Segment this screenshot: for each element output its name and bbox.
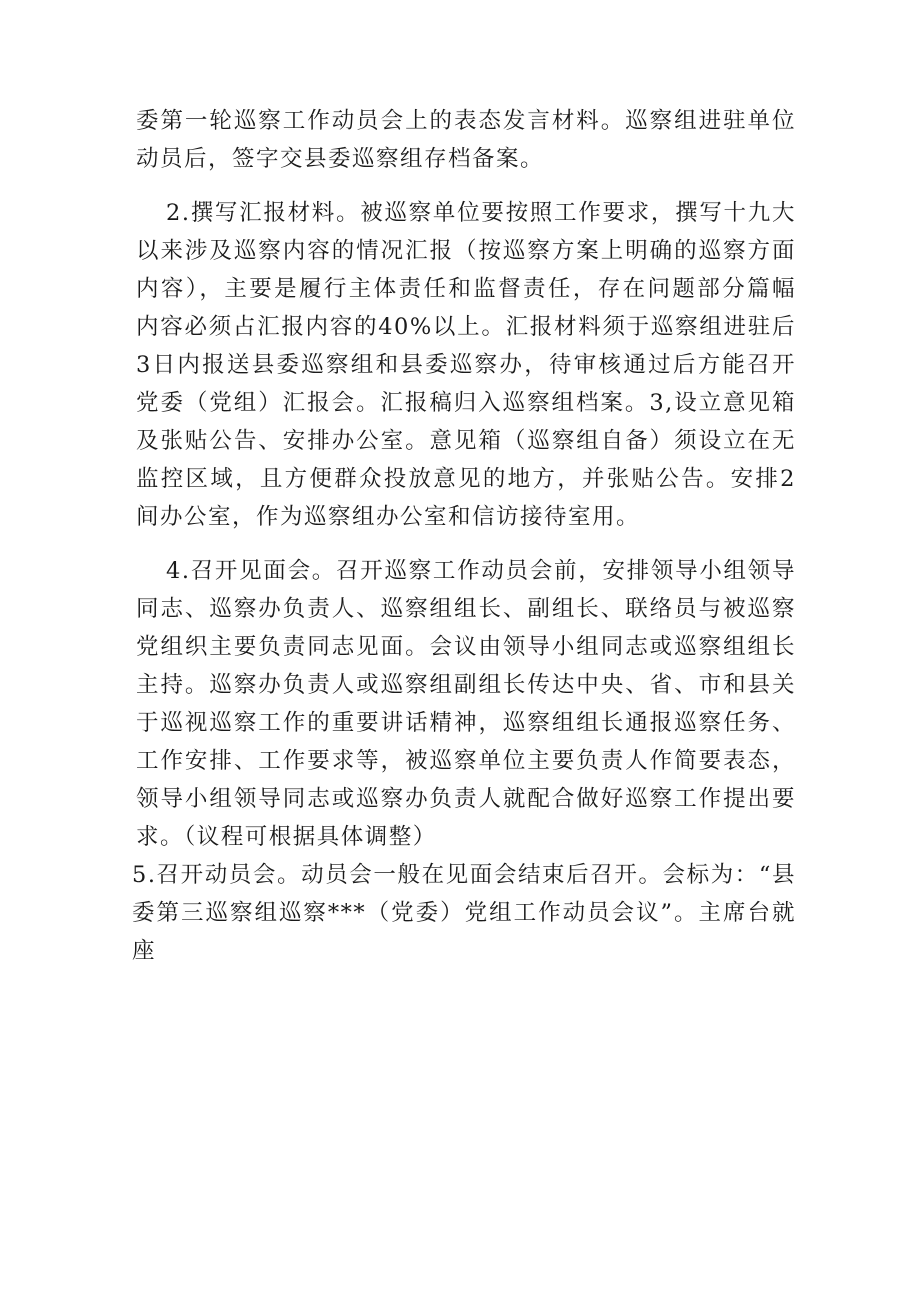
paragraph-5: 5.召开动员会。动员会一般在见面会结束后召开。会标为：“县委第三巡察组巡察***（党委）党组工作动员会议”。主席台就座 (132, 862, 796, 964)
document-page (132, 102, 796, 970)
paragraph-1: 委第一轮巡察工作动员会上的表态发言材料。巡察组进驻单位动员后，签字交县委巡察组存档备案。 (136, 108, 796, 172)
paragraph-4: 4.召开见面会。召开巡察工作动员会前，安排领导小组领导同志、巡察办负责人、巡察组组长、副组长、联络员与被巡察党组织主要负责同志见面。会议由领导小组同志或巡察组组长主持。巡察办负责人或巡察组副组长传达中央、省、市和县关于巡视巡察工作的重要讲话精神，巡察组组长通报巡察任务、工作安排、工作要求等，被巡察单位主要负责人作简要表态，领导小组领导同志或巡察办负责人就配合做好巡察工作提出要求。（议程可根据具体调整） (136, 558, 796, 850)
paragraph-2: 2.撰写汇报材料。被巡察单位要按照工作要求，撰写十九大以来涉及巡察内容的情况汇报（按巡察方案上明确的巡察方面内容），主要是履行主体责任和监督责任，存在问题部分篇幅内容必须占汇报内容的40%以上。汇报材料须于巡察组进驻后3日内报送县委巡察组和县委巡察办，待审核通过后方能召开党委（党组）汇报会。汇报稿归入巡察组档案。3,设立意见箱及张贴公告、安排办公室。意见箱（巡察组自备）须设立在无监控区域，且方便群众投放意见的地方，并张贴公告。安排2间办公室，作为巡察组办公室和信访接待室用。 (136, 200, 796, 530)
